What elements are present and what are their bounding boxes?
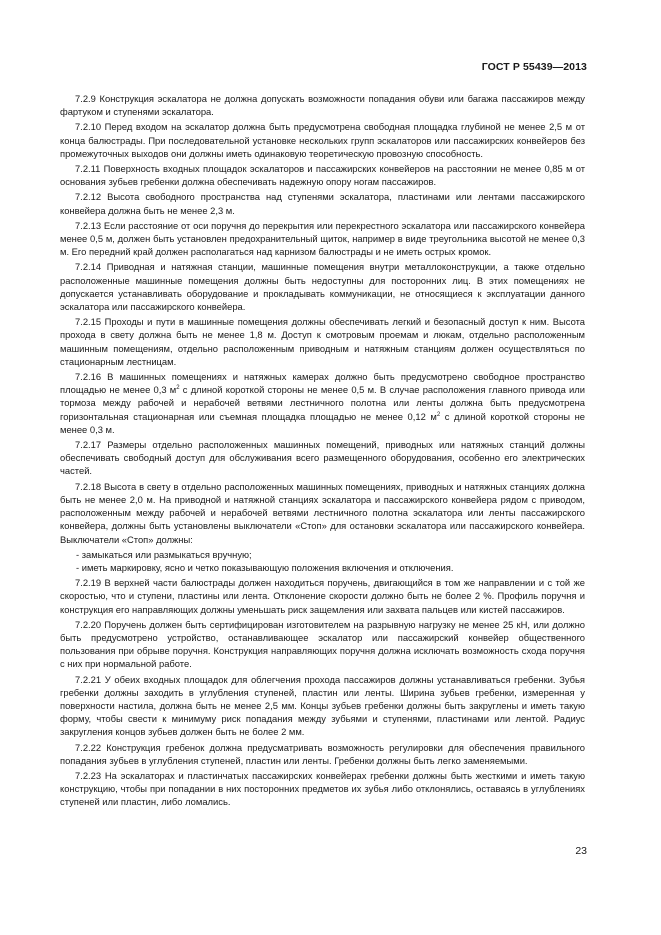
- paragraph-text: На эскалаторах и пластинчатых пассажирских конвейерах гребенки должны быть жесткими и иметь такую конструкцию, чтобы при попадании в них посторонних предметов их зубья либо отклонялись, оставаясь в углублениях ступеней или пластин, либо ломались.: [60, 769, 586, 808]
- paragraph-number: 7.2.9: [75, 93, 96, 104]
- paragraph-number: 7.2.17: [75, 439, 102, 451]
- paragraph-number: 7.2.22: [75, 741, 102, 753]
- paragraph-text: Приводная и натяжная станции, машинные помещения внутри металлоконструкции, а также отдельно расположенные машинные помещения должны быть недоступны для посторонних лиц. В этих помещениях не допускается устанавливать оборудование и прокладывать коммуникации, не относящиеся к эксплуатации данного эскалатора или пассажирского конвейера.: [60, 261, 585, 313]
- paragraph-text: с длиной короткой стороны не менее 0,3 м.: [60, 410, 586, 435]
- paragraph-text: У обеих входных площадок для облегчения прохода пассажиров должны устанавливаться гребенки. Зубья гребенки должны заходить в углубления ступеней, пластин или ленты. Ширина зубьев гребенки, измеренная у поверхности настила, должна быть не менее 2,5 мм. Концы зубьев гребенки должны быть закруглены и иметь такую форму, чтобы свести к минимуму риск попадания между зубьями и ступенями, пластинами или лентой. Радиус закругления концов зубьев должен быть не более 2 мм.: [60, 673, 585, 738]
- paragraph-number: 7.2.18: [75, 480, 102, 492]
- paragraph-text: Высота свободного пространства над ступенями эскалатора, пластинами или лентами пассажирского конвейера должна быть не менее 2,3 м.: [60, 191, 585, 216]
- paragraph-7-2-19: [60, 576, 585, 616]
- paragraph-7-2-16: [60, 370, 585, 436]
- paragraph-number: 7.2.16: [75, 371, 102, 383]
- paragraph-text: Конструкция гребенок должна предусматривать возможность регулировки для обеспечения правильного попадания зубьев в углубления ступеней, пластин или ленты. Гребенки должны быть легко заменяемыми.: [60, 741, 585, 766]
- paragraph-number: 7.2.13: [75, 219, 102, 231]
- paragraph-text: В верхней части балюстрады должен находиться поручень, двигающийся в том же направлении и с той же скоростью, что и ступени, пластины или лента. Отклонение скорости должно быть не более 2 %. Профиль поручня и конструкция его направляющих должны уменьшать риск защемления или захвата пальцев или кистей пассажиров.: [60, 577, 586, 615]
- paragraph-text: с длиной короткой стороны не менее 0,5 м. В случае расположения главного привода или тормоза между рабочей и нерабочей ветвями лестничного полотна или ленты должна быть предусмотрена горизонтальная стационарная или съемная площадка площадью не менее 0,12 м: [60, 384, 585, 422]
- paragraph-number: 7.2.23: [75, 769, 102, 781]
- paragraph-number: 7.2.12: [75, 191, 102, 203]
- paragraph-7-2-18: [60, 480, 585, 546]
- paragraph-text: В машинных помещениях и натяжных камерах должно быть предусмотрено свободное пространство площадью не менее 0,3 м: [60, 371, 585, 396]
- paragraph-7-2-14: [60, 260, 585, 313]
- paragraph-7-2-9: [60, 92, 585, 118]
- standard-header: ГОСТ Р 55439—2013: [481, 61, 587, 73]
- superscript-2: 2: [176, 385, 180, 392]
- list-item: - замыкаться или размыкаться вручную;: [76, 548, 252, 560]
- paragraph-number: 7.2.19: [75, 577, 102, 589]
- paragraph-7-2-11: [60, 162, 585, 188]
- paragraph-number: 7.2.15: [75, 316, 102, 328]
- paragraph-number: 7.2.11: [75, 163, 101, 175]
- paragraph-text: Конструкция эскалатора не должна допускать возможности попадания обуви или багажа пассажиров между фартуком и ступенями эскалатора.: [60, 93, 585, 118]
- paragraph-number: 7.2.10: [75, 121, 102, 133]
- list-item: - иметь маркировку, ясно и четко показывающую положения включения и отключения.: [76, 561, 454, 573]
- paragraph-7-2-13: [60, 219, 585, 259]
- paragraph-7-2-23: [60, 769, 585, 809]
- paragraph-7-2-10: [60, 120, 585, 160]
- paragraph-number: 7.2.14: [75, 261, 102, 273]
- paragraph-7-2-15: [60, 315, 585, 368]
- paragraph-text: Поручень должен быть сертифицирован изготовителем на разрывную нагрузку не менее 25 кН, или должно быть предусмотрено устройство, останавливающее эскалатор или пассажирский конвейер общественного пользования при обрыве поручня. Конструкция направляющих поручня должна исключать возможность схода поручня с них при нормальной работе.: [60, 618, 585, 670]
- superscript-2: 2: [436, 411, 441, 418]
- paragraph-text: Высота в свету в отдельно расположенных машинных помещениях, приводных и натяжных станциях должна быть не менее 2,0 м. На приводной и натяжной станциях эскалатора и пассажирского конвейера рядом с приводом, расположенным между рабочей и нерабочей ветвями лестничного полотна эскалатора или ленты пассажирского конвейера, должны быть установлены выключатели «Стоп» для остановки эскалатора или пассажирского конвейера. Выключатели «Стоп» должны:: [60, 480, 586, 545]
- paragraph-7-2-21: [60, 673, 585, 739]
- paragraph-text: Размеры отдельно расположенных машинных помещений, приводных или натяжных станций должны обеспечивать свободный доступ для обслуживания всего размещенного оборудования, особенно его электрических частей.: [60, 439, 585, 477]
- paragraph-number: 7.2.21: [75, 673, 102, 685]
- paragraph-text: Если расстояние от оси поручня до перекрытия или перекрестного эскалатора или пассажирского конвейера менее 0,5 м, должен быть установлен предохранительный щиток, например в виде треугольника высотой не менее 0,3 м. Его передний край должен располагаться над карнизом балюстрады и не иметь острых кромок.: [60, 219, 585, 258]
- paragraph-7-2-17: [60, 438, 585, 478]
- paragraph-number: 7.2.20: [75, 618, 102, 630]
- paragraph-text: Поверхность входных площадок эскалаторов и пассажирских конвейеров на расстоянии не менее 0,85 м от основания зубьев гребенки должна обеспечивать надежную опору ногам пассажиров.: [60, 163, 586, 188]
- page-number: 23: [575, 845, 587, 857]
- paragraph-7-2-22: [60, 741, 585, 767]
- paragraph-7-2-20: [60, 618, 585, 671]
- paragraph-text: Проходы и пути в машинные помещения должны обеспечивать легкий и безопасный доступ к ним. Высота прохода в свету должна быть не менее 1,8 м. Доступ к смотровым проемам и люкам, отдельно расположенным машинным помещениям, отдельно расположенным приводным и натяжным станциям должен осуществляться по стационарным лестницам.: [60, 316, 585, 367]
- paragraph-text: Перед входом на эскалатор должна быть предусмотрена свободная площадка глубиной не менее 2,5 м от конца балюстрады. При последовательной установке нескольких групп эскалаторов или пассажирских конвейеров без промежуточных выходов они должны иметь одинаковую теоретическую провозную способность.: [60, 121, 586, 159]
- document-body: [60, 92, 585, 811]
- paragraph-7-2-12: [60, 190, 585, 216]
